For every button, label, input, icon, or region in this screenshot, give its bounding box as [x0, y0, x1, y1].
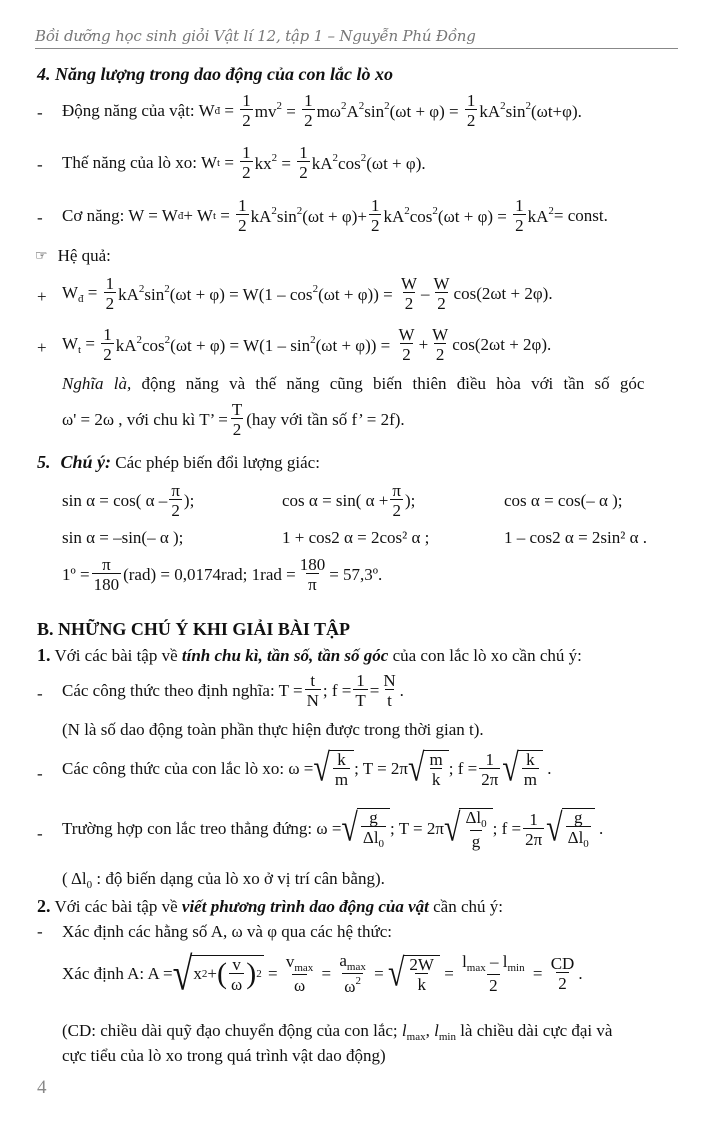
eq: = — [220, 152, 239, 172]
sub-max: max — [406, 1031, 426, 1043]
sqrt-k-m — [313, 746, 354, 790]
num: 1 — [515, 196, 524, 215]
term: 1º = — [62, 564, 90, 584]
trig-row-1-col-1 — [62, 482, 194, 519]
kinetic-label: Động năng của vật: W — [62, 100, 215, 120]
term: cần chú ý: — [428, 897, 503, 916]
den: k — [417, 974, 426, 994]
sub-0: 0 — [481, 818, 487, 830]
running-header: Bồi dưỡng học sinh giỏi Vật lí 12, tập 1 – Nguyễn Phú Đồng — [35, 27, 476, 45]
sub-0: 0 — [378, 838, 385, 850]
term: sin α = cos( α – — [62, 490, 168, 510]
term: Xác định A: A = — [62, 963, 173, 983]
sub-0: 0 — [583, 838, 589, 850]
term: ; T = 2π — [354, 759, 409, 778]
term: . — [543, 759, 552, 778]
term: + — [418, 334, 429, 354]
term: ; f = — [322, 680, 352, 700]
num: 1 — [103, 325, 112, 344]
term: . — [399, 680, 404, 700]
den — [566, 826, 591, 850]
fraction-w-half — [432, 275, 452, 312]
den: π — [308, 575, 317, 594]
spring-formulas — [62, 746, 552, 790]
fraction-half — [369, 197, 382, 234]
term: , — [425, 1021, 435, 1040]
term: $kA^2\cos^2(\omega t + \varphi)$. — [311, 151, 426, 173]
num: 1 — [105, 274, 115, 293]
fraction-pi-180 — [92, 556, 122, 593]
num: 1 — [485, 749, 494, 769]
term: $kA^2$ — [527, 204, 554, 226]
fraction-half — [104, 275, 117, 312]
den: k — [431, 770, 441, 789]
term: $kA^2\sin^2(\omega t+\varphi)$. — [479, 99, 582, 121]
radical-icon: √ — [443, 806, 461, 850]
cd-note-line-1 — [62, 1021, 612, 1043]
sqrt-k-m — [502, 746, 543, 790]
potential-consequence-formula — [62, 326, 551, 363]
num: m — [429, 750, 443, 769]
num: T — [231, 400, 243, 419]
term: là chiều dài cực đại và — [455, 1021, 613, 1040]
radicand — [403, 955, 440, 993]
item-2-number: 2. — [37, 896, 51, 916]
term: . — [578, 963, 583, 983]
den — [361, 826, 386, 850]
definition-formulas — [62, 672, 404, 709]
sqrt-dl0-g — [444, 808, 493, 850]
item-2-intro — [37, 896, 503, 917]
fraction-half — [240, 92, 253, 129]
radicand — [459, 808, 492, 850]
const-end: = const. — [553, 205, 608, 225]
term: $mv^2$ = — [254, 99, 301, 121]
bullet-dash: - — [37, 684, 43, 703]
den: N — [306, 691, 319, 710]
item-1-number: 1. — [37, 645, 51, 665]
eq: = — [369, 963, 388, 983]
term: $m\omega^2A^2\sin^2(\omega t + \varphi)$ = — [316, 99, 463, 121]
term: $kA^2\cos^2(\omega t + \varphi)$ = — [383, 204, 512, 226]
den: 2 — [238, 216, 247, 235]
bullet-dash: - — [37, 208, 43, 227]
fraction — [463, 809, 488, 850]
meaning-italic: Nghĩa là, — [62, 374, 132, 393]
term: = — [369, 680, 380, 700]
fraction — [361, 809, 386, 850]
note-label: Chú ý: — [60, 452, 112, 472]
term: $W_đ$ = — [62, 282, 102, 305]
section-b-heading: B. NHỮNG CHÚ Ý KHI GIẢI BÀI TẬP — [37, 619, 351, 639]
den: 2 — [558, 974, 567, 993]
kinetic-consequence-formula — [62, 275, 553, 312]
term: cos(2ωt + 2φ). — [453, 283, 553, 303]
section-4-heading: 4. Năng lượng trong dao động của con lắc lò xo — [37, 64, 393, 84]
den: 2 — [242, 163, 251, 182]
sub-d: đ — [177, 209, 184, 222]
den: 2 — [435, 345, 445, 364]
num — [463, 809, 488, 830]
fraction-pi-half — [169, 482, 182, 519]
emphasis: tính chu kì, tần số, tần số góc — [181, 646, 389, 665]
num: 1 — [299, 143, 308, 162]
fraction — [566, 809, 591, 850]
l-symbol: l — [401, 1021, 407, 1040]
term: ( Δl — [62, 869, 87, 888]
bullet-plus: + — [37, 338, 47, 357]
fraction — [427, 751, 444, 788]
num: W — [432, 325, 449, 344]
num: 1 — [304, 91, 313, 110]
sub-t: t — [212, 209, 216, 222]
eq: = — [528, 963, 547, 983]
fraction-half — [240, 144, 253, 181]
den: g — [471, 832, 481, 851]
fraction-pi-half — [390, 482, 403, 519]
section-5-number: 5. — [37, 452, 51, 472]
term: ; T = 2π — [390, 819, 444, 838]
radicand — [329, 750, 354, 788]
header-divider — [35, 48, 678, 49]
term: . — [594, 819, 604, 838]
den: ω — [293, 976, 306, 995]
fraction-w-half — [399, 275, 419, 312]
den: 2 — [404, 294, 414, 313]
fraction-1-2pi — [479, 751, 500, 788]
fraction-half — [302, 92, 315, 129]
term: $kA^2\sin^2(\omega t + \varphi) = W(1 - \cos^2(\omega t + \varphi))$ = — [118, 282, 397, 304]
fraction-half — [236, 197, 249, 234]
term: $kA^2\sin^2(\omega t + \varphi)+$ — [250, 204, 367, 226]
emphasis: viết phương trình dao động của vật — [181, 897, 429, 916]
sub-t: t — [217, 156, 221, 169]
term: Các công thức theo định nghĩa: T = — [62, 680, 303, 700]
pointing-hand-icon: ☞ — [35, 248, 48, 264]
fraction — [522, 751, 539, 788]
den: $\omega^2$ — [344, 975, 361, 996]
fraction — [407, 956, 436, 993]
kinetic-energy-formula — [62, 92, 582, 129]
radicand — [357, 808, 390, 850]
potential-label: Thế năng của lò xo: W — [62, 152, 218, 172]
mech-label: Cơ năng: W = W — [62, 205, 178, 225]
trig-row-2-col-3: 1 – cos2 α = 2sin² α . — [504, 528, 647, 547]
omega-text: ω' = 2ω , với chu kì T’ = — [62, 409, 228, 429]
delta-l0-note — [62, 869, 385, 891]
term: $kA^2\cos^2(\omega t + \varphi) = W(1 - \sin^2(\omega t + \varphi))$ = — [115, 333, 395, 355]
sqrt-2W-k — [387, 951, 440, 995]
omega-doubled-line — [62, 401, 405, 438]
radical-icon: √ — [172, 947, 193, 1000]
fraction-T-half — [230, 401, 244, 438]
term: Với các bài tập về — [50, 897, 182, 916]
cd-note-line-2: cực tiểu của lò xo trong quá trình vật dao động) — [62, 1046, 386, 1065]
trig-row-1-col-2 — [282, 482, 415, 519]
term: = 57,3º. — [329, 564, 383, 584]
sqrt-m-k — [408, 746, 449, 790]
radical-icon: √ — [408, 746, 425, 790]
term: cos α = sin( α + — [282, 490, 389, 510]
radical-icon: √ — [546, 806, 563, 850]
den: 2 — [299, 163, 308, 182]
potential-energy-formula — [62, 144, 426, 181]
fraction-vmax-w — [284, 953, 315, 994]
den: 2 — [402, 345, 411, 364]
term: ); — [183, 490, 195, 510]
fraction-half — [513, 197, 526, 234]
num: CD — [550, 954, 575, 973]
fraction-w-half — [397, 326, 417, 363]
fraction-1-T — [353, 672, 367, 709]
trig-row-2-col-1: sin α = –sin(– α ); — [62, 528, 184, 547]
den: 2 — [242, 111, 251, 130]
section-5-heading — [37, 452, 320, 473]
num: 1 — [370, 196, 380, 215]
eq: = — [263, 963, 282, 983]
vertical-spring-formulas — [62, 808, 603, 850]
degree-radian-conversion — [62, 556, 382, 593]
radicand — [423, 750, 448, 788]
fraction — [333, 751, 350, 788]
term: ); — [405, 490, 416, 510]
radical-icon: √ — [387, 951, 405, 995]
eq: = — [317, 963, 336, 983]
num: g — [573, 808, 583, 827]
mechanical-energy-formula — [62, 197, 608, 234]
fraction-CD-2 — [549, 955, 577, 992]
num: t — [310, 671, 316, 690]
definition-note: (N là số dao động toàn phần thực hiện được trong thời gian t). — [62, 720, 484, 739]
num: N — [383, 671, 396, 690]
term: Trường hợp con lắc treo thẳng đứng: ω = — [62, 819, 342, 838]
trig-row-2-col-2: 1 + cos2 α = 2cos² α ; — [282, 528, 430, 547]
fraction-amax-w2 — [337, 952, 368, 995]
plus-wt: + W — [183, 205, 213, 225]
num: k — [526, 750, 535, 769]
den: t — [387, 691, 392, 710]
eq: = — [216, 205, 235, 225]
term: : độ biến dạng của lò xo ở vị trí cân bằng). — [92, 869, 385, 888]
term: (rad) = 0,0174rad; 1rad = — [123, 564, 296, 584]
term: ; f = — [448, 759, 478, 778]
constants-line: Xác định các hằng số A, ω và φ qua các hệ thức: — [62, 922, 392, 941]
den: 2 — [370, 216, 380, 235]
den: 2 — [392, 501, 401, 520]
den: 2 — [103, 345, 112, 364]
num: π — [102, 555, 111, 574]
term: Các công thức của con lắc lò xo: ω = — [62, 759, 314, 778]
sub-d: đ — [214, 104, 221, 117]
den: 180 — [93, 575, 120, 594]
radical-icon: √ — [341, 806, 358, 850]
page-number: 4 — [37, 1077, 47, 1098]
num: 1 — [356, 671, 365, 690]
den: 2 — [515, 216, 524, 235]
term: – — [421, 283, 430, 303]
bullet-dash: - — [37, 155, 43, 174]
radicand: x 2 + ( $\frac{v}{\omega}$ ) 2 — [193, 954, 262, 994]
den: 2π — [481, 769, 499, 789]
fraction-180-pi — [298, 556, 328, 593]
sub-min: min — [438, 1031, 456, 1043]
fraction-half — [465, 92, 478, 129]
fraction-N-t — [381, 672, 397, 709]
den: 2 — [466, 111, 476, 130]
den: 2π — [525, 829, 543, 849]
den: m — [523, 770, 537, 789]
delta-l: Δl — [362, 828, 379, 847]
fraction-half — [101, 326, 114, 363]
term: Với các bài tập về — [50, 646, 182, 665]
eq: = — [220, 100, 239, 120]
term: cos(2ωt + 2φ). — [452, 334, 552, 354]
l-symbol: l — [434, 1021, 439, 1040]
den: 2 — [171, 501, 180, 520]
num: 1 — [466, 91, 476, 110]
sub-0: 0 — [86, 879, 93, 891]
num: π — [171, 481, 180, 500]
eq: = — [439, 963, 459, 983]
num: 180 — [299, 555, 326, 574]
num: π — [392, 481, 401, 500]
consequence-label: Hệ quả: — [57, 246, 111, 265]
num: g — [369, 808, 378, 827]
radical-icon: √ — [313, 746, 330, 790]
bullet-plus: + — [37, 287, 47, 306]
note-text: Các phép biến đổi lượng giác: — [111, 453, 320, 472]
sqrt-g-dl0 — [546, 808, 595, 850]
item-1-intro — [37, 645, 582, 666]
bullet-dash: - — [37, 922, 43, 941]
bullet-dash: - — [37, 764, 43, 783]
frequency-text: (hay với tần số f’ = 2f). — [246, 409, 405, 429]
fraction — [229, 956, 244, 993]
num: 1 — [242, 143, 251, 162]
fraction-t-N — [305, 672, 321, 709]
trig-row-1-col-3: cos α = cos(– α ); — [504, 491, 623, 510]
den: 2 — [437, 294, 446, 313]
fraction-half — [297, 144, 310, 181]
den: 2 — [232, 420, 242, 439]
term: của con lắc lò xo cần chú ý: — [388, 646, 582, 665]
num: v — [232, 954, 241, 974]
num: k — [337, 750, 346, 769]
num: 1 — [238, 196, 247, 215]
num: $l_{max} - l_{min}$ — [462, 952, 525, 974]
den: ω — [231, 974, 243, 994]
term: $W_t$ = — [62, 333, 100, 356]
term: ; f = — [492, 819, 522, 838]
fraction-1-2pi — [523, 811, 544, 848]
num: 1 — [242, 91, 251, 110]
num: W — [398, 325, 415, 344]
meaning-paragraph — [62, 374, 644, 394]
delta-l: Δl — [465, 808, 482, 827]
bullet-dash: - — [37, 824, 43, 843]
den: 2 — [304, 111, 313, 130]
radicand — [518, 750, 543, 788]
fraction-w-half — [430, 326, 450, 363]
num: W — [400, 274, 417, 293]
sqrt-x2-v-w — [172, 947, 264, 1000]
num: 2W — [409, 954, 434, 974]
num: $v_{max}$ — [285, 952, 314, 974]
bullet-dash: - — [37, 103, 43, 122]
term: $kx^2$ = — [254, 151, 296, 173]
term: (CD: chiều dài quỹ đạo chuyển động của con lắc; — [62, 1021, 402, 1040]
den: T — [355, 691, 366, 710]
sqrt-g-dl0 — [341, 808, 390, 850]
delta-l: Δl — [567, 828, 584, 847]
radical-icon: √ — [502, 746, 519, 790]
radicand — [562, 808, 595, 850]
den: 2 — [489, 976, 498, 995]
meaning-rest: động năng và thế năng cũng biến thiên điều hòa với tần số góc — [131, 374, 645, 393]
consequence-heading — [35, 246, 111, 266]
num: $a_{max}$ — [339, 951, 366, 973]
den: 2 — [105, 294, 115, 313]
num: 1 — [529, 809, 538, 829]
fraction-lmax-lmin — [460, 953, 527, 994]
amplitude-formula — [62, 947, 583, 1000]
den: m — [334, 770, 349, 789]
num: W — [433, 274, 450, 293]
